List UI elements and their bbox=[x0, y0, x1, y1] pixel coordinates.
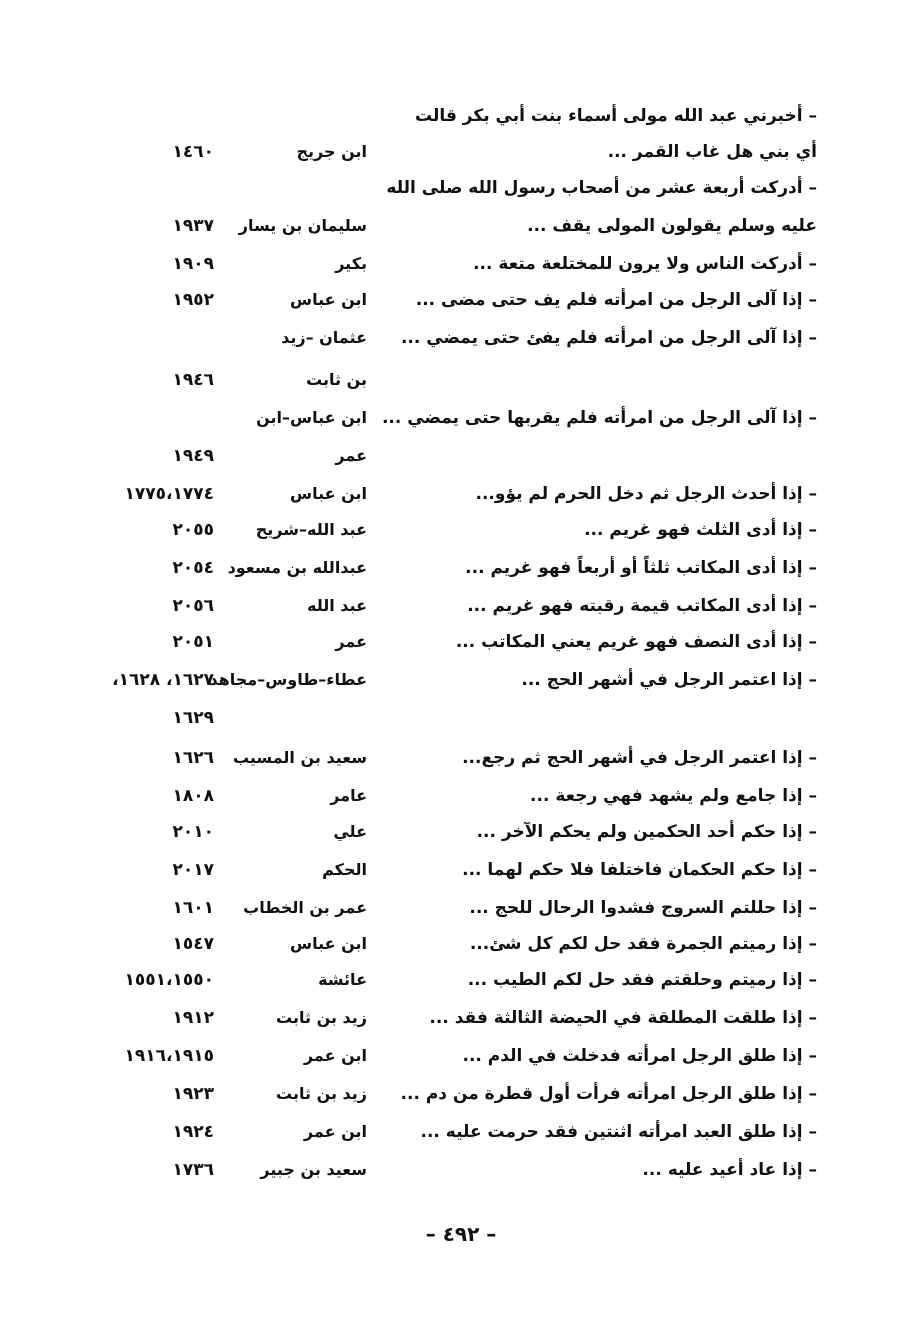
entry-reference-number: ٢٠١٠ bbox=[172, 822, 214, 842]
entry-text: – أدركت الناس ولا يرون للمختلعة متعة ... bbox=[473, 254, 817, 274]
entry-text: – إذا أدى المكاتب قيمة رقبته فهو غريم ... bbox=[467, 596, 817, 616]
index-entry bbox=[0, 1152, 922, 1188]
entry-text: – إذا اعتمر الرجل في أشهر الحج ... bbox=[521, 670, 817, 690]
entry-reference-number: ١٥٤٧ bbox=[172, 934, 214, 954]
entry-narrator: عامر bbox=[330, 786, 367, 805]
entry-text: – إذا طلق الرجل امرأته فدخلت في الدم ... bbox=[462, 1046, 817, 1066]
entry-text: – إذا أدى الثلث فهو غريم ... bbox=[584, 520, 817, 540]
entry-narrator: عطاء–طاوس–مجاهد bbox=[209, 670, 367, 689]
entry-narrator: بكير bbox=[335, 254, 367, 273]
entry-narrator: ابن عباس bbox=[289, 290, 367, 309]
entry-reference-number: ٢٠٥١ bbox=[172, 632, 214, 652]
entry-text: – إذا عاد أعيد عليه ... bbox=[642, 1160, 817, 1180]
entry-text: – إذا أدى المكاتب ثلثاً أو أربعاً فهو غريم ... bbox=[465, 558, 817, 578]
entry-reference-number: ١٤٦٠ bbox=[172, 142, 214, 162]
entry-reference-number: ١٦٢٧، ١٦٢٨، bbox=[112, 670, 214, 690]
entry-narrator: ابن جريج bbox=[296, 142, 367, 161]
index-entry bbox=[0, 624, 922, 660]
entry-text: – إذا جامع ولم يشهد فهي رجعة ... bbox=[530, 786, 817, 806]
entry-narrator: عبد الله bbox=[307, 596, 367, 615]
index-entry bbox=[0, 662, 922, 698]
entry-narrator: ابن عمر bbox=[303, 1122, 367, 1141]
entry-narrator: عمر bbox=[335, 446, 367, 465]
entry-narrator: عمر بن الخطاب bbox=[243, 898, 367, 917]
entry-text: – إذا آلى الرجل من امرأته فلم يف حتى مضى ... bbox=[415, 290, 817, 310]
index-entry bbox=[0, 400, 922, 436]
entry-reference-number: ١٩٥٢ bbox=[172, 290, 214, 310]
entry-text: – إذا حكم الحكمان فاختلفا فلا حكم لهما ... bbox=[462, 860, 817, 880]
entry-reference-number: ١٩١٢ bbox=[172, 1008, 214, 1028]
entry-narrator: بن ثابت bbox=[306, 370, 367, 389]
index-entry bbox=[0, 282, 922, 318]
entry-text: عليه وسلم يقولون المولى يقف ... bbox=[527, 216, 817, 236]
entry-reference-number: ٢٠١٧ bbox=[172, 860, 214, 880]
entry-narrator: زيد بن ثابت bbox=[276, 1008, 367, 1027]
entry-reference-number: ١٩٣٧ bbox=[172, 216, 214, 236]
entry-narrator: عمر bbox=[335, 632, 367, 651]
entry-reference-number: ١٩١٦،١٩١٥ bbox=[124, 1046, 214, 1066]
entry-reference-number: ١٦٢٩ bbox=[172, 708, 214, 728]
index-entry bbox=[0, 962, 922, 998]
index-entry bbox=[0, 1076, 922, 1112]
entry-text: – إذا طلق العبد امرأته اثنتين فقد حرمت عليه ... bbox=[420, 1122, 817, 1142]
entry-reference-number: ١٩٢٤ bbox=[172, 1122, 214, 1142]
entry-text: – إذا حللتم السروج فشدوا الرحال للحج ... bbox=[469, 898, 817, 918]
entry-text: – إذا طلقت المطلقة في الحيضة الثالثة فقد ... bbox=[429, 1008, 817, 1028]
entry-text: – إذا آلى الرجل من امرأته فلم يقربها حتى يمضي ... bbox=[381, 408, 817, 428]
index-entry bbox=[0, 814, 922, 850]
entry-reference-number: ٢٠٥٦ bbox=[172, 596, 214, 616]
entry-narrator: سعيد بن المسيب bbox=[232, 748, 367, 767]
index-entry bbox=[0, 512, 922, 548]
index-entry bbox=[0, 700, 922, 736]
entry-narrator: عبدالله بن مسعود bbox=[227, 558, 367, 577]
entry-reference-number: ١٦٠١ bbox=[172, 898, 214, 918]
entry-reference-number: ١٥٥١،١٥٥٠ bbox=[124, 970, 214, 990]
index-entry bbox=[0, 740, 922, 776]
entry-narrator: زيد بن ثابت bbox=[276, 1084, 367, 1103]
index-entry bbox=[0, 926, 922, 962]
index-entry bbox=[0, 1000, 922, 1036]
page-number: – ٤٩٢ – bbox=[425, 1222, 497, 1246]
entry-text: – إذا أحدث الرجل ثم دخل الحرم لم يؤو... bbox=[475, 484, 817, 504]
entry-narrator: ابن عباس bbox=[289, 484, 367, 503]
entry-narrator: الحكم bbox=[322, 860, 367, 879]
index-entry bbox=[0, 134, 922, 170]
entry-narrator: عبد الله–شريح bbox=[255, 520, 367, 539]
entry-text: – إذا رميتم وحلقتم فقد حل لكم الطيب ... bbox=[467, 970, 817, 990]
entry-text: أي بني هل غاب القمر ... bbox=[607, 142, 817, 162]
index-entry bbox=[0, 170, 922, 206]
entry-text: – إذا آلى الرجل من امرأته فلم يفئ حتى يمضي ... bbox=[400, 328, 817, 348]
entry-text: – إذا حكم أحد الحكمين ولم يحكم الآخر ... bbox=[476, 822, 817, 842]
entry-reference-number: ١٩٤٦ bbox=[172, 370, 214, 390]
index-entry bbox=[0, 476, 922, 512]
entry-text: – إذا طلق الرجل امرأته فرأت أول قطرة من دم ... bbox=[400, 1084, 817, 1104]
index-entry bbox=[0, 588, 922, 624]
index-entry bbox=[0, 778, 922, 814]
index-entry bbox=[0, 246, 922, 282]
entry-reference-number: ١٩٤٩ bbox=[172, 446, 214, 466]
entry-reference-number: ١٨٠٨ bbox=[172, 786, 214, 806]
entry-narrator: عائشة bbox=[318, 970, 367, 989]
index-entry bbox=[0, 1038, 922, 1074]
entry-reference-number: ١٩٢٣ bbox=[172, 1084, 214, 1104]
entry-text: – إذا اعتمر الرجل في أشهر الحج ثم رجع... bbox=[462, 748, 817, 768]
entry-reference-number: ١٩٠٩ bbox=[172, 254, 214, 274]
entry-narrator: سليمان بن يسار bbox=[238, 216, 367, 235]
entry-text: – إذا أدى النصف فهو غريم يعني المكاتب ... bbox=[455, 632, 817, 652]
entry-reference-number: ١٧٣٦ bbox=[172, 1160, 214, 1180]
index-entry bbox=[0, 362, 922, 398]
entry-narrator: علي bbox=[333, 822, 367, 841]
entry-text: – إذا رميتم الجمرة فقد حل لكم كل شئ... bbox=[469, 934, 817, 954]
entry-narrator: ابن عباس–ابن bbox=[256, 408, 367, 427]
entry-narrator: عثمان –زيد bbox=[281, 328, 367, 347]
entry-narrator: ابن عباس bbox=[289, 934, 367, 953]
index-entry bbox=[0, 438, 922, 474]
entry-reference-number: ٢٠٥٤ bbox=[172, 558, 214, 578]
index-entry bbox=[0, 852, 922, 888]
index-entry bbox=[0, 890, 922, 926]
entry-reference-number: ١٦٢٦ bbox=[172, 748, 214, 768]
entry-text: – أخبرني عبد الله مولى أسماء بنت أبي بكر قالت bbox=[414, 106, 817, 126]
index-entry bbox=[0, 98, 922, 134]
index-entry bbox=[0, 550, 922, 586]
entry-reference-number: ٢٠٥٥ bbox=[172, 520, 214, 540]
entry-reference-number: ١٧٧٥،١٧٧٤ bbox=[124, 484, 214, 504]
entry-text: – أدركت أربعة عشر من أصحاب رسول الله صلى الله bbox=[386, 178, 817, 198]
index-entry bbox=[0, 208, 922, 244]
entry-narrator: سعيد بن جبير bbox=[260, 1160, 367, 1179]
entry-narrator: ابن عمر bbox=[303, 1046, 367, 1065]
index-entry bbox=[0, 1114, 922, 1150]
index-entry bbox=[0, 320, 922, 356]
